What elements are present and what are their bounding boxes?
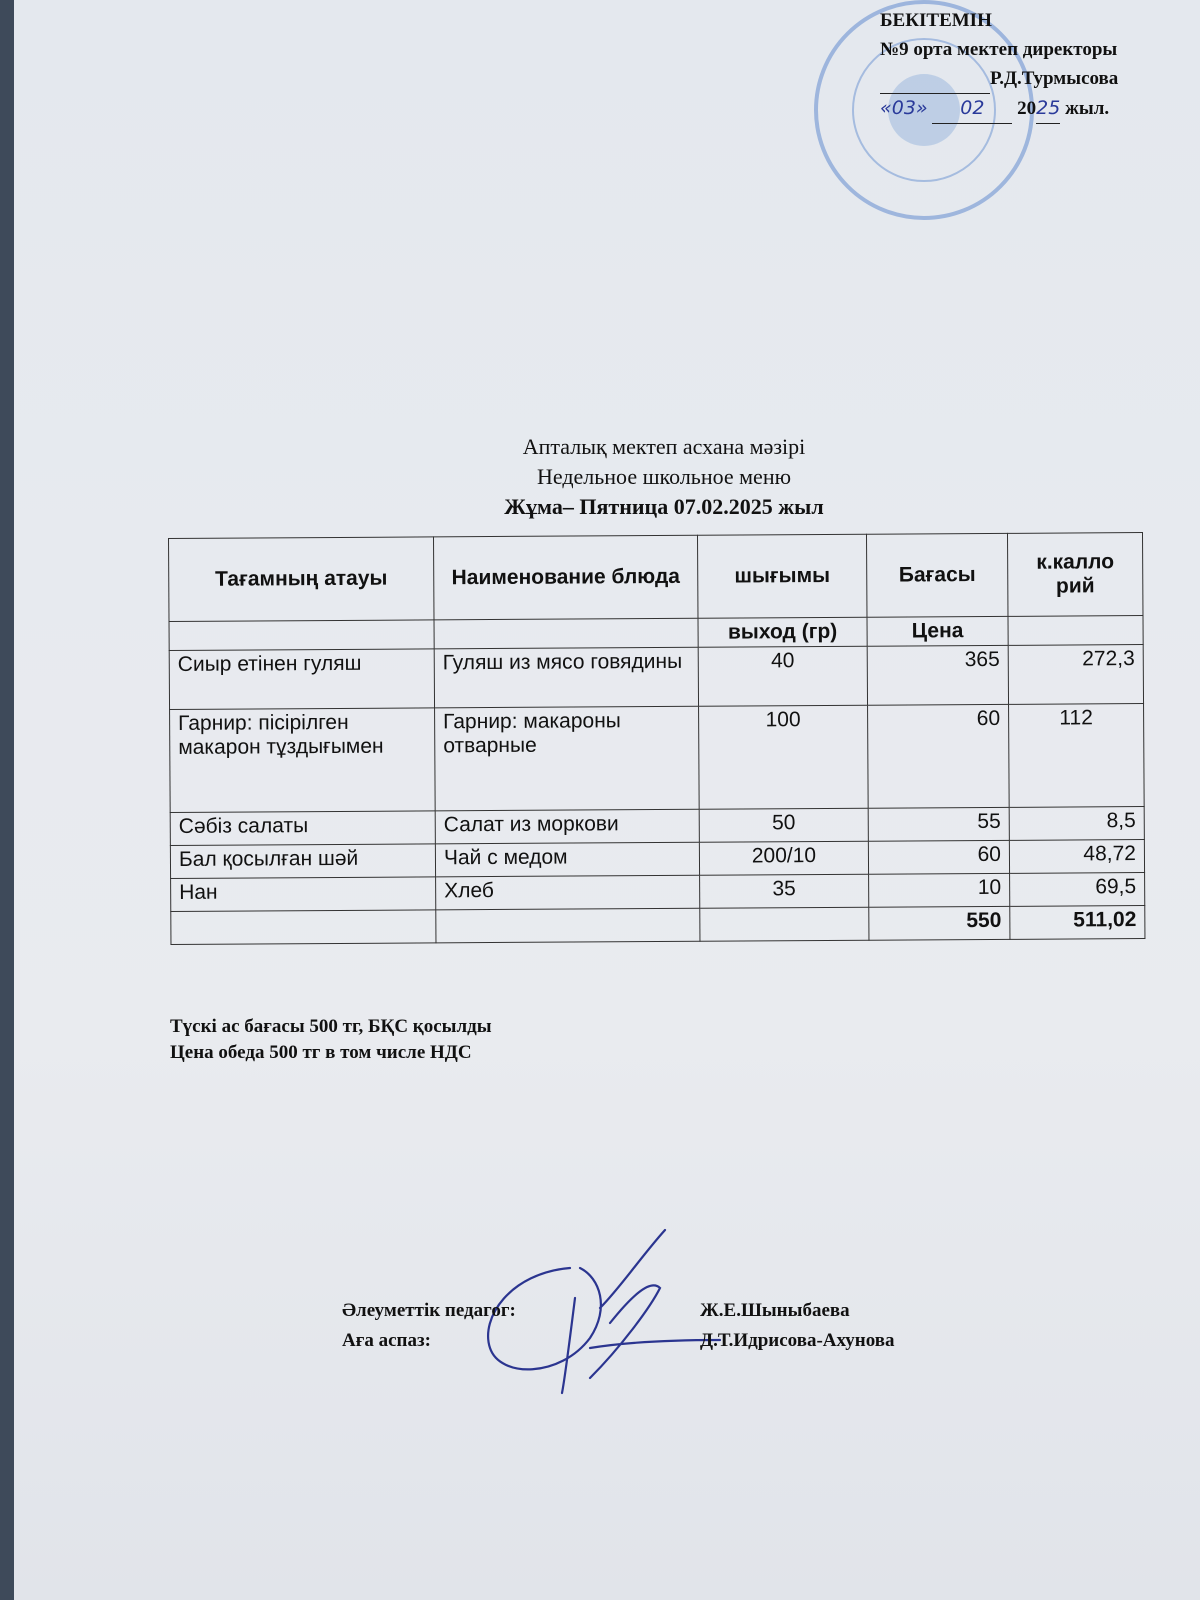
approval-block [880,6,1200,124]
cell-kcal: 8,5 [1009,807,1144,841]
cell-output: 40 [698,646,867,706]
cell-price: 60 [868,840,1009,874]
total-kcal: 511,02 [1010,906,1145,940]
approval-position: №9 орта мектеп директоры [880,39,1118,60]
role-head-cook: Аға аспаз: [342,1330,431,1351]
menu-title-ru: Недельное школьное меню [536,464,792,489]
table-row [170,704,1145,813]
cell-name-ru: Гарнир: макароны отварные [435,706,700,811]
cell-price: 10 [869,873,1010,907]
approval-date-year-suffix: 25 [1036,94,1060,124]
cell-name-ru: Хлеб [436,875,700,910]
header-output-kz: шығымы [697,534,867,618]
cell-kcal: 272,3 [1008,645,1143,705]
header-name-ru: Наименование блюда [433,535,698,620]
cell-name-ru: Гуляш из мясо говядины [434,647,698,708]
cell-name-kz: Бал қосылған шәй [170,844,435,879]
cell-kcal: 112 [1009,704,1145,808]
approval-title: БЕКІТЕМІН [880,10,992,31]
cell-kcal: 48,72 [1009,840,1144,874]
cell-price: 55 [868,807,1009,841]
menu-day: Жұма– Пятница 07.02.2025 жыл [504,494,824,519]
total-price: 550 [869,906,1010,940]
header-output-ru: выход (гр) [698,617,867,647]
cell-name-kz: Сәбіз салаты [170,811,435,846]
cell-price: 60 [868,704,1010,808]
role-social-pedagogue: Әлеуметтік педагог: [342,1300,516,1321]
name-head-cook: Д.Т.Идрисова-Ахунова [700,1330,895,1351]
cell-name-ru: Салат из моркови [435,809,699,844]
price-note-ru: Цена обеда 500 тг в том числе НДС [170,1042,472,1063]
approval-date-day: «03» [880,97,928,119]
cell-name-kz: Сиыр етінен гуляш [169,649,434,710]
cell-price: 365 [867,645,1008,705]
cell-name-ru: Чай с медом [435,842,699,877]
cell-output: 35 [700,874,869,908]
cell-output: 100 [699,705,869,809]
cell-output: 200/10 [699,841,868,875]
price-note-kz: Түскі ас бағасы 500 тг, БҚС қосылды [170,1016,492,1037]
approval-date-month: 02 [932,94,1012,124]
cell-name-kz: Нан [171,877,436,912]
table-total-row [171,906,1145,945]
director-signature [880,64,990,94]
header-name-kz: Тағамның атауы [169,537,435,622]
table-row [169,645,1143,710]
approval-date-year-prefix: 20 [1017,98,1037,119]
header-kcal: к.калло рий [1007,533,1143,617]
menu-title-kz: Апталық мектеп асхана мәзірі [522,434,806,459]
header-price-kz: Бағасы [866,533,1008,617]
name-social-pedagogue: Ж.Е.Шыныбаева [700,1300,850,1321]
cell-kcal: 69,5 [1010,873,1145,907]
table-header-row [169,533,1143,622]
approval-director-line [880,64,1200,94]
cell-name-kz: Гарнир: пісірілген макарон тұздығымен [170,708,436,813]
approval-date-line [880,94,1200,124]
cell-output: 50 [699,808,868,842]
approval-director: Р.Д.Турмысова [990,68,1119,89]
header-price-ru: Цена [867,616,1008,646]
menu-table [168,532,1145,945]
approval-date-suffix: жыл. [1065,98,1110,119]
